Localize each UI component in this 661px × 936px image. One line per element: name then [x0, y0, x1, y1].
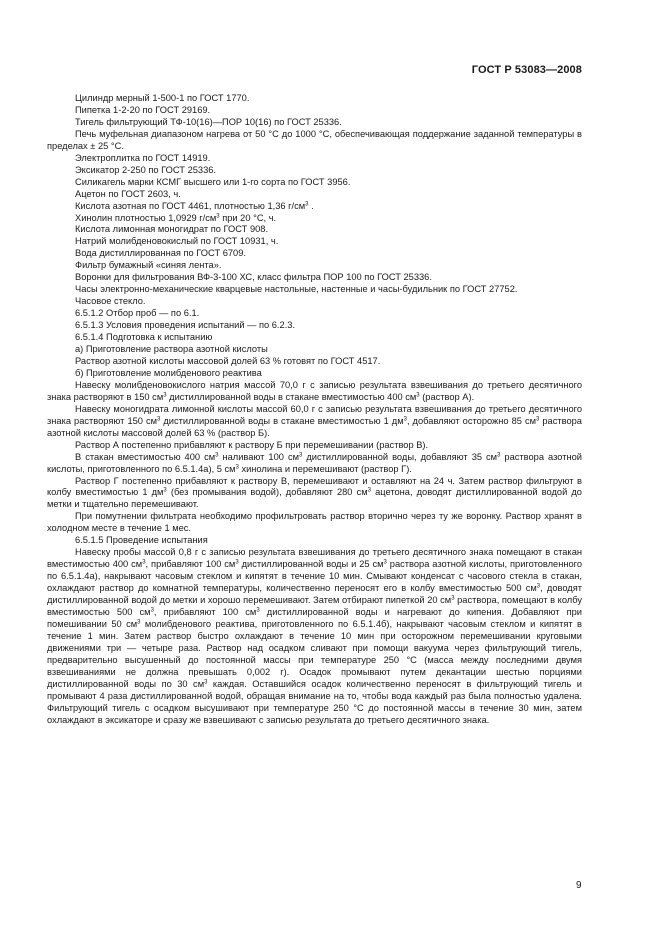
list-item: Хинолин плотностью 1,0929 $г/см^3$ при 20 °С, ч.: [75, 212, 277, 223]
section-heading: 6.5.1.3 Условия проведения испытаний — по 6.2.3.: [75, 320, 296, 331]
body-paragraph: В стакан вместимостью 400 $см^3$ наливают 100 $см^3$ дистиллированной воды, добавляют 35 $см^3$ раствора азотной кислоты, приготовленного по 6.5.1.4а), 5 $см^3$ хинолина и перемешивают (раствор Г).: [47, 451, 582, 474]
body-paragraph: Навеску моногидрата лимонной кислоты массой 60,0 г с записью результата взвешивания до третьего десятичного знака растворяют 150 $см^3$ дистиллированной воды в стакане вместимостью 1 $дм^3$, добавляют осторожно 85 $см^3$ раствора азотной кислоты массовой долей 63 % (раствор Б).: [47, 403, 582, 438]
list-item: Ацетон по ГОСТ 2603, ч.: [75, 188, 181, 199]
body-paragraph: Навеску молибденовокислого натрия массой 70,0 г с записью результата взвешивания до третьего десятичного знака растворяют в 150 $см^3$ дистиллированной воды в стакане вместимостью 400 $см^3$ (раствор А).: [47, 379, 582, 402]
body-paragraph: Раствор азотной кислоты массовой долей 63 % готовят по ГОСТ 4517.: [75, 355, 381, 366]
list-item: Пипетка 1-2-20 по ГОСТ 29169.: [75, 104, 211, 115]
list-item: Часы электронно-механические кварцевые настольные, настенные и часы-будильник по ГОСТ 27752.: [75, 284, 518, 295]
list-item: Эксикатор 2-250 по ГОСТ 25336.: [75, 164, 217, 175]
body-paragraph: Раствор Г постепенно прибавляют к раствору В, перемешивают и оставляют на 24 ч. Затем раствор фильтруют в колбу вместимостью 1 $дм^3$ (без промывания водой), добавляют 280 $см^3$ ацетона, доводят дистиллированной водой до метки и тщательно перемешивают.: [47, 475, 582, 510]
body-paragraph: При помутнении фильтрата необходимо профильтровать раствор вторично через ту же воронку. Раствор хранят в холодном месте в течение 1 мес.: [47, 511, 582, 534]
subsection-heading: б) Приготовление молибденового реактива: [75, 367, 262, 378]
list-item: Фильтр бумажный «синяя лента».: [75, 260, 222, 271]
document-header: ГОСТ Р 53083—2008: [471, 64, 582, 76]
list-item: Тигель фильтрующий ТФ-10(16)—ПОР 10(16) по ГОСТ 25336.: [75, 116, 342, 127]
section-heading: 6.5.1.2 Отбор проб — по 6.1.: [75, 308, 200, 319]
subsection-heading: а) Приготовление раствора азотной кислоты: [75, 344, 268, 355]
list-item: Часовое стекло.: [75, 296, 146, 307]
section-heading: 6.5.1.4 Подготовка к испытанию: [75, 332, 213, 343]
section-heading: 6.5.1.5 Проведение испытания: [75, 535, 208, 546]
document-body: [47, 93, 582, 727]
list-item: Печь муфельная диапазоном нагрева от 50 °С до 1000 °С, обеспечивающая поддержание заданной температуры в пределах ± 25 °С.: [47, 128, 582, 151]
list-item: Кислота лимонная моногидрат по ГОСТ 908.: [75, 224, 269, 235]
list-item: Цилиндр мерный 1-500-1 по ГОСТ 1770.: [75, 93, 250, 103]
body-paragraph: Навеску пробы массой 0,8 г с записью результата взвешивания до третьего десятичного знака помещают в стакан вместимостью 400 $см^3$, прибавляют 100 $см^3$ дистиллированной воды и 25 $см^3$ раствора азотной кислоты, приготовленного по 6.5.1.4а), накрывают часовым стеклом и кипятят в течение 10 мин. Смывают конденсат с часового стекла в стакан, охлаждают раствор до комнатной температуры, количественно переносят его в колбу вместимостью 500 $см^3$, доводят дистиллированной водой до метки и хорошо перемешивают. Затем отбирают пипеткой 20 $см^3$ раствора, помещают в колбу вместимостью 500 $см^3$, прибавляют 100 $см^3$ дистиллированной воды и нагревают до кипения. Добавляют при помешивании 50 $см^3$ молибденового реактива, приготовленного по 6.5.1.4б), накрывают часовым стеклом и кипятят в течение 1 мин. Затем раствор быстро охлаждают в течение 10 мин при осторожном перемешивании круговыми движениями три — четыре раза. Раствор над осадком сливают при помощи вакуума через фильтрующий тигель, предварительно высушенный до постоянной массы при температуре 250 °С (масса между последними двумя взвешиваниями не должна превышать 0,002 г). Осадок промывают путем декантации шестью порциями дистиллированной воды по 30 $см^3$ каждая. Оставшийся осадок количественно переносят в фильтрующий тигель и промывают 4 раза дистиллированной водой, обращая внимание на то, чтобы вода каждый раз была полностью удалена. Фильтрующий тигель с осадком высушивают при температуре 250 °С до постоянной массы в течение 30 мин, затем охлаждают в эксикаторе и сразу же взвешивают с записью результата до третьего десятичного знака.: [47, 547, 583, 725]
list-item: Воронки для фильтрования ВФ-3-100 ХС, класс фильтра ПОР 100 по ГОСТ 25336.: [75, 272, 432, 283]
body-paragraph: Раствор А постепенно прибавляют к раствору Б при перемешивании (раствор В).: [75, 439, 429, 450]
list-item: Вода дистиллированная по ГОСТ 6709.: [75, 248, 246, 259]
list-item: Силикагель марки КСМГ высшего или 1-го сорта по ГОСТ 3956.: [75, 176, 351, 187]
list-item: Электроплитка по ГОСТ 14919.: [75, 152, 211, 163]
list-item: Кислота азотная по ГОСТ 4461, плотностью 1,36 $г/см^3$ .: [75, 200, 314, 211]
page-number: 9: [576, 880, 582, 891]
list-item: Натрий молибденовокислый по ГОСТ 10931, ч.: [75, 236, 279, 247]
